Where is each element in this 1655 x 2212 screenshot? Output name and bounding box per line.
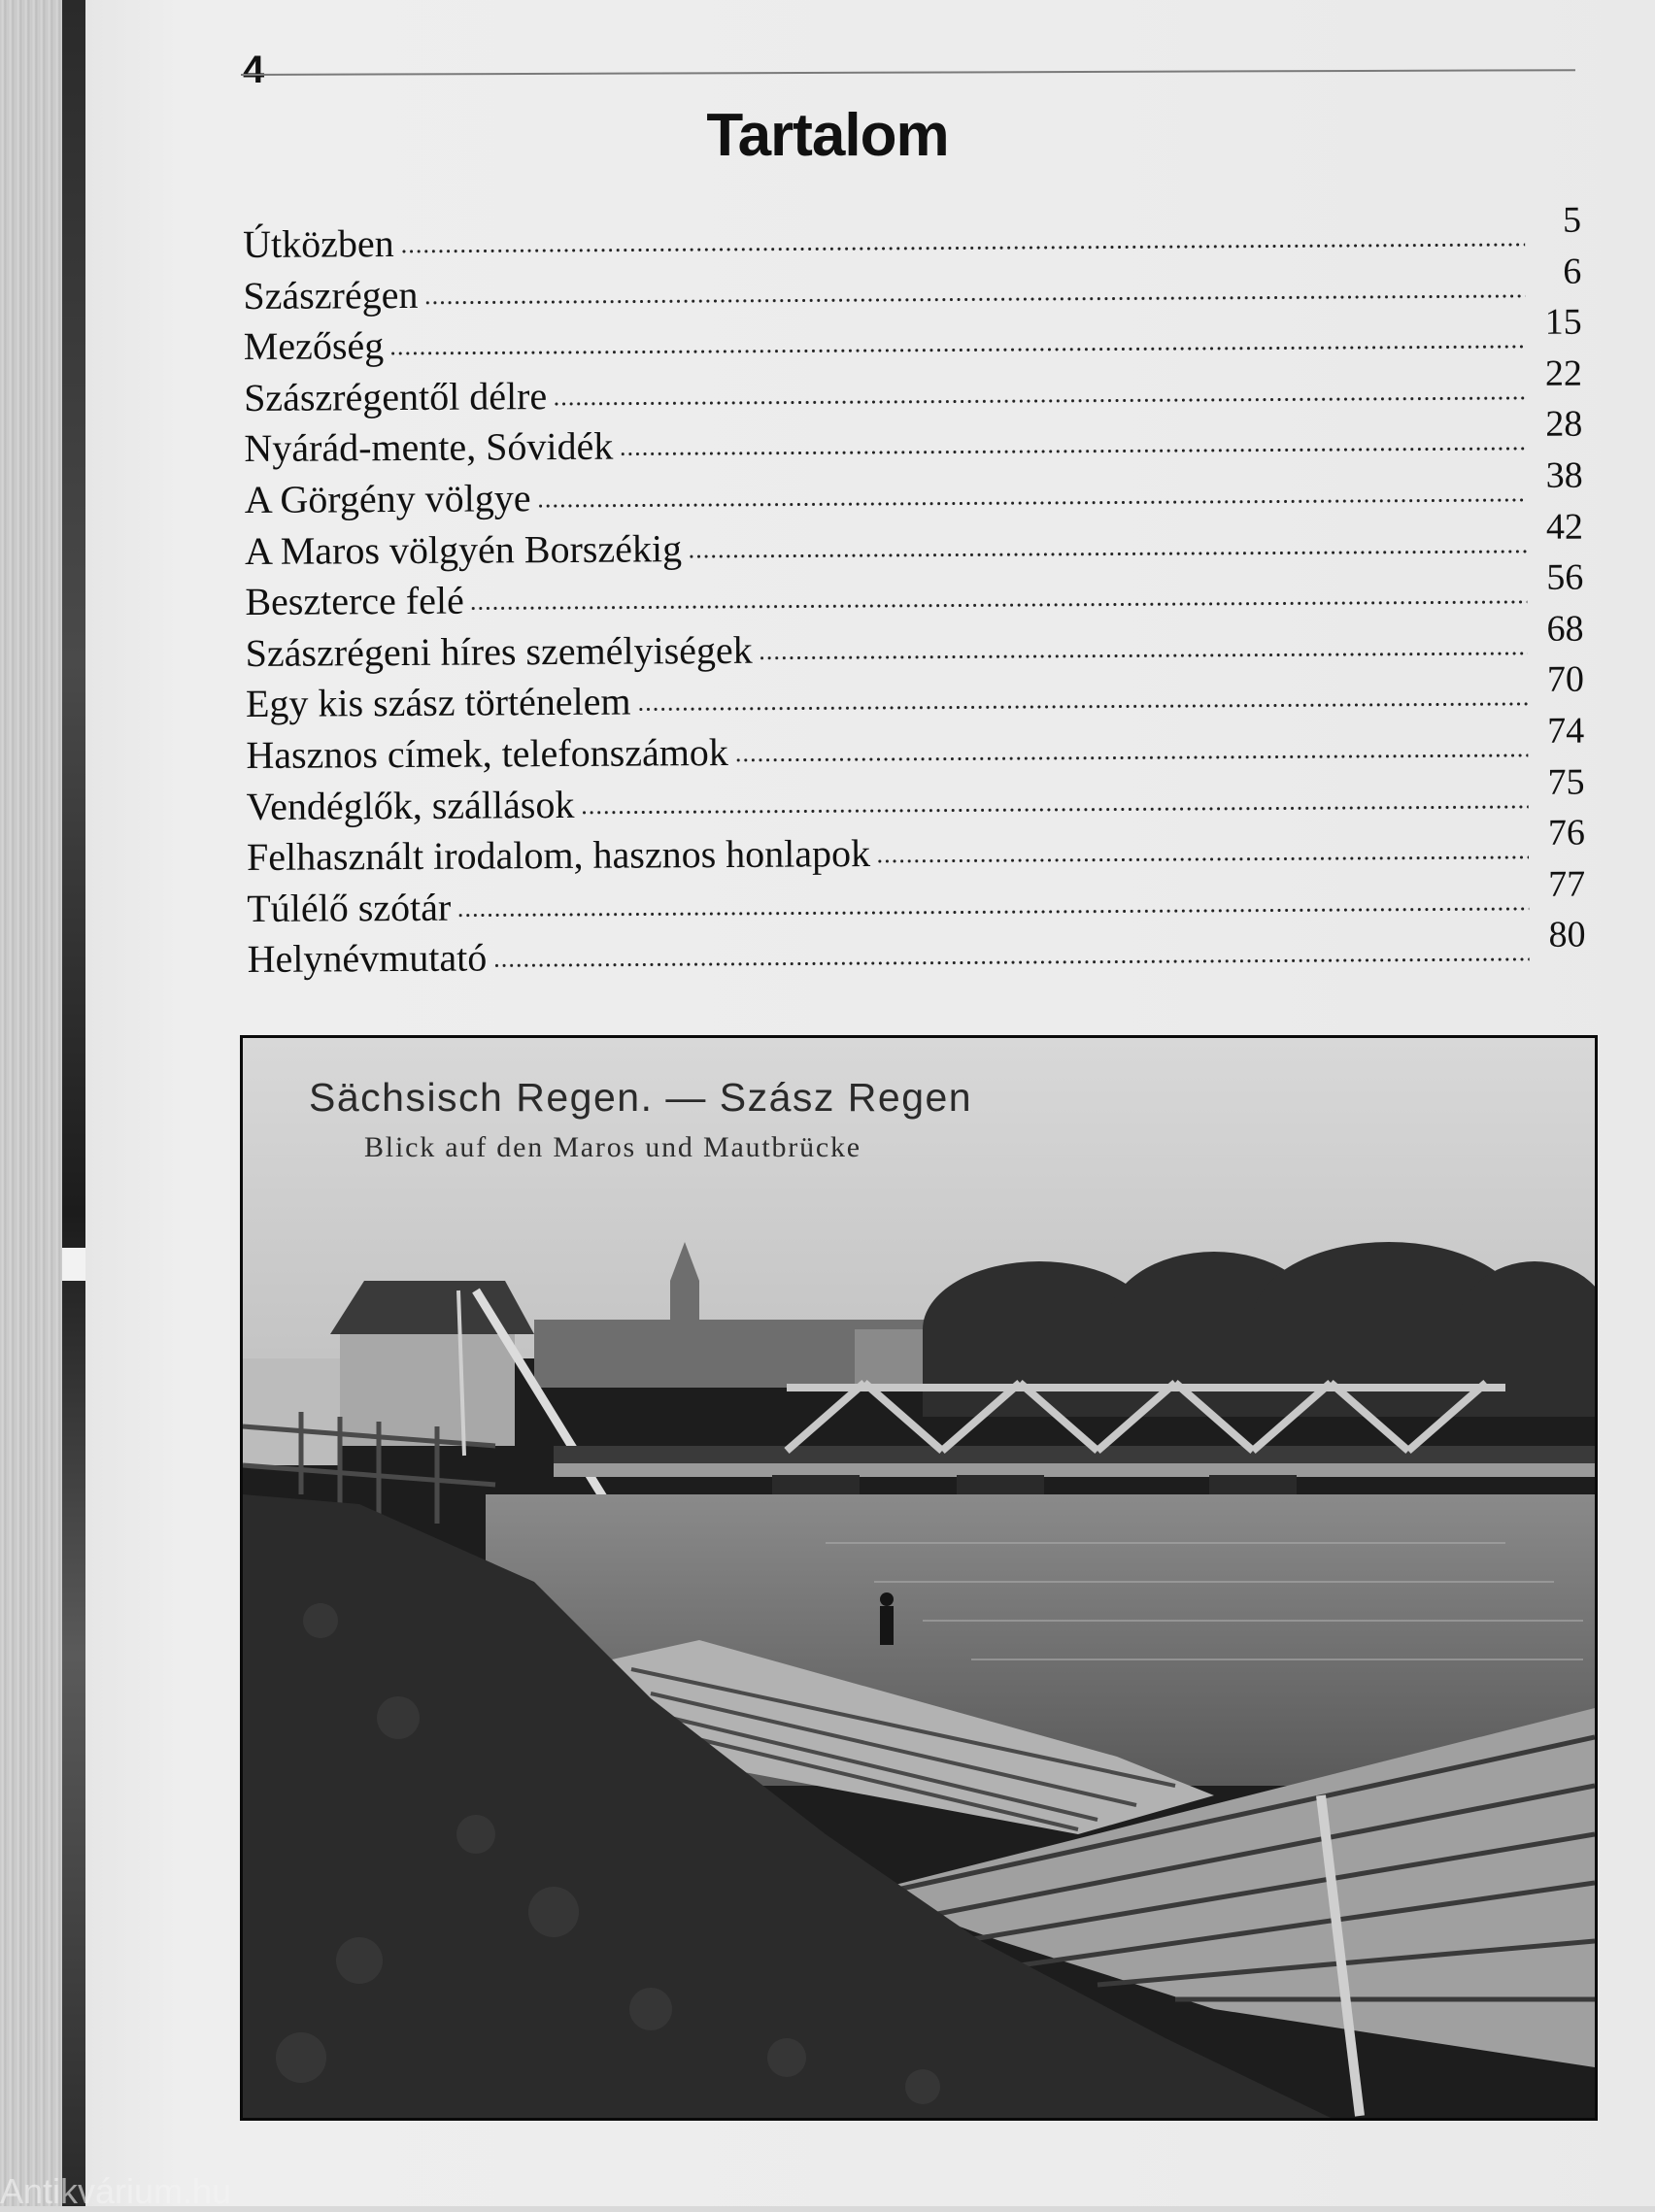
toc-entry-label: Szászrégeni híres személyiségek	[245, 627, 753, 675]
toc-entry	[244, 506, 1584, 579]
watermark: Antikvárium.hu	[0, 2171, 232, 2211]
toc-dot-leader	[400, 240, 1526, 256]
river-bridge-illustration	[243, 1038, 1595, 2118]
toc-entry-label: Mezőség	[243, 323, 385, 369]
toc-dot-leader	[876, 853, 1529, 866]
toc-entry	[245, 658, 1585, 732]
toc-entry-page: 28	[1545, 403, 1583, 446]
toc-entry-label: Útközben	[243, 221, 394, 266]
toc-entry	[246, 761, 1585, 834]
book-spine	[0, 0, 70, 2206]
page-number: 4	[243, 49, 265, 91]
toc-entry	[245, 608, 1584, 681]
toc-entry-label: Túlélő szótár	[247, 885, 452, 930]
toc-dot-leader	[759, 649, 1528, 663]
toc-entry-label: Nyárád-mente, Sóvidék	[244, 424, 614, 471]
toc-entry	[243, 301, 1582, 375]
toc-dot-leader	[553, 393, 1526, 409]
toc-entry	[243, 199, 1582, 273]
toc-entry-page: 22	[1544, 352, 1583, 394]
toc-entry-label: Felhasznált irodalom, hasznos honlapok	[246, 831, 871, 880]
toc-entry	[247, 863, 1586, 936]
toc-entry-label: Szászrégen	[243, 272, 419, 318]
toc-entry-label: Egy kis szász történelem	[245, 679, 631, 726]
toc-entry-page: 15	[1544, 301, 1582, 343]
toc-entry-page: 68	[1546, 608, 1584, 650]
toc-dot-leader	[688, 546, 1527, 560]
toc-entry-page: 80	[1548, 914, 1586, 956]
toc-dot-leader	[619, 444, 1526, 459]
toc-entry-page: 76	[1547, 812, 1586, 854]
toc-entry	[244, 403, 1583, 477]
toc-entry-page: 42	[1545, 506, 1584, 548]
page-title: Tartalom	[706, 102, 949, 169]
toc-entry-page: 70	[1546, 658, 1585, 701]
toc-entry-label: Helynévmutató	[247, 935, 488, 982]
toc-entry-page: 5	[1562, 199, 1582, 241]
toc-dot-leader	[456, 904, 1529, 921]
toc-entry-page: 75	[1547, 761, 1585, 803]
toc-entry-page: 38	[1545, 454, 1583, 496]
toc-dot-leader	[389, 342, 1526, 358]
spine-gap	[62, 1248, 85, 1281]
toc-entry-label: Vendéglők, szállások	[246, 782, 575, 828]
person-figure	[880, 1592, 894, 1645]
adjacent-page-edge	[62, 0, 85, 2206]
toc-dot-leader	[492, 955, 1529, 971]
toc-entry-page: 56	[1546, 556, 1584, 598]
toc-entry-label: Beszterce felé	[245, 578, 464, 624]
toc-dot-leader	[423, 291, 1525, 308]
toc-entry-label: A Görgény völgye	[244, 476, 531, 521]
postcard-photo	[240, 1035, 1598, 2121]
toc-dot-leader	[537, 495, 1527, 511]
toc-entry-page: 74	[1547, 710, 1585, 752]
postcard-caption-title: Sächsisch Regen. — Szász Regen	[309, 1075, 973, 1120]
toc-entry-label: A Maros völgyén Borszékig	[244, 525, 683, 573]
toc-entry-label: Szászrégentől délre	[243, 373, 548, 419]
toc-dot-leader	[637, 699, 1528, 715]
postcard-caption-subtitle: Blick auf den Maros und Mautbrücke	[364, 1131, 861, 1163]
toc-dot-leader	[470, 597, 1528, 614]
toc-entry-page: 6	[1563, 251, 1582, 292]
toc-entry	[246, 710, 1585, 784]
toc-entry	[246, 812, 1586, 886]
toc-entry	[245, 556, 1584, 630]
toc-entry-label: Hasznos címek, telefonszámok	[246, 729, 729, 777]
table-of-contents	[243, 199, 1586, 988]
toc-dot-leader	[734, 751, 1529, 765]
toc-entry	[244, 454, 1583, 528]
toc-entry	[243, 251, 1582, 323]
toc-entry	[247, 914, 1586, 988]
toc-entry-page: 77	[1548, 863, 1586, 905]
toc-dot-leader	[580, 801, 1528, 817]
